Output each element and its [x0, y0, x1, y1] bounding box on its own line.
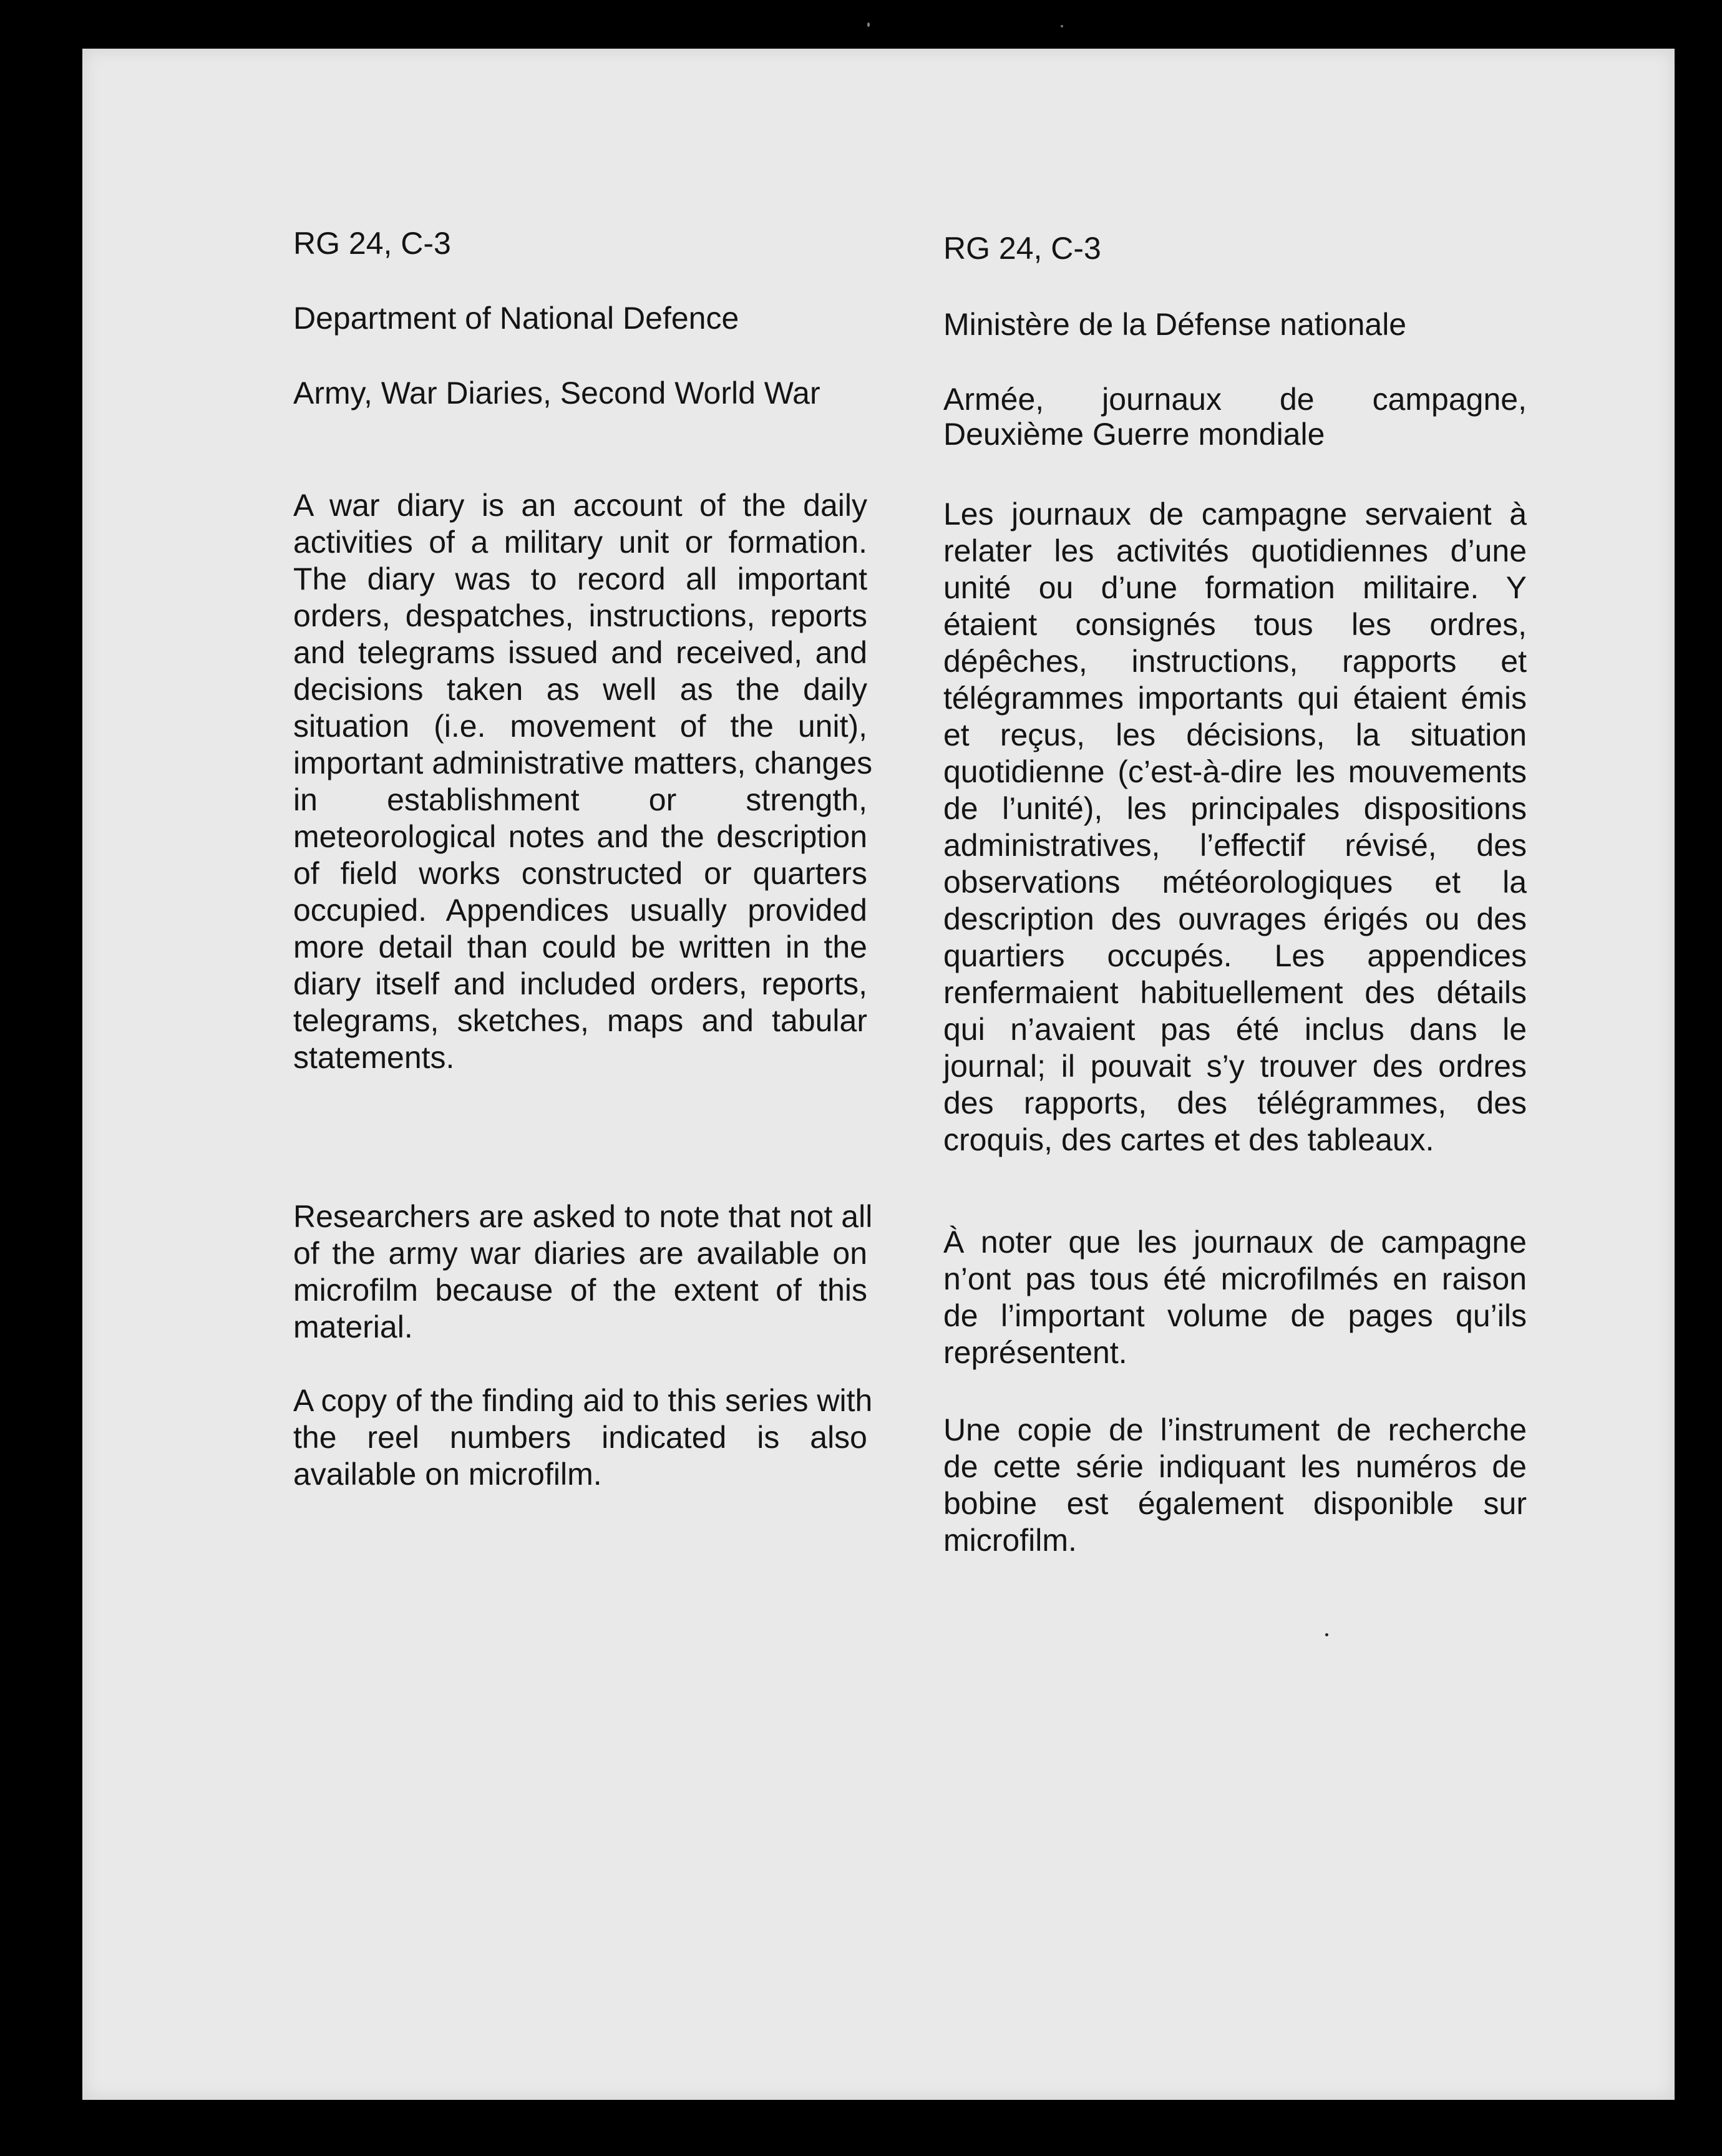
paragraph-line: des rapports, des télégrammes, des: [943, 1085, 1527, 1120]
department-name: Ministère de la Défense nationale: [943, 307, 1407, 342]
paragraph-line: qui n’avaient pas été inclus dans le: [943, 1012, 1527, 1047]
paragraph-line: The diary was to record all important: [293, 561, 867, 596]
paragraph-line: croquis, des cartes et des tableaux.: [943, 1122, 1434, 1157]
paragraph-line: de l’important volume de pages qu’ils: [943, 1298, 1527, 1333]
paragraph-line: administratives, l’effectif révisé, des: [943, 828, 1527, 863]
paragraph-line: A copy of the finding aid to this series with: [293, 1383, 873, 1418]
paragraph-line: de cette série indiquant les numéros de: [943, 1449, 1527, 1484]
paragraph-line: the reel numbers indicated is also: [293, 1420, 867, 1455]
paragraph-line: journal; il pouvait s’y trouver des ordres: [943, 1049, 1527, 1084]
paragraph-line: A war diary is an account of the daily: [293, 488, 867, 523]
paragraph-line: and telegrams issued and received, and: [293, 635, 867, 670]
paragraph-line: orders, despatches, instructions, reports: [293, 598, 867, 633]
department-name: Department of National Defence: [293, 301, 739, 336]
paragraph-line: Les journaux de campagne servaient à: [943, 497, 1527, 532]
paragraph-line: étaient consignés tous les ordres,: [943, 607, 1527, 642]
paragraph-line: material.: [293, 1309, 413, 1344]
paragraph-line: more detail than could be written in the: [293, 930, 867, 964]
paragraph-line: observations météorologiques et la: [943, 865, 1527, 900]
paragraph-line: Une copie de l’instrument de recherche: [943, 1412, 1527, 1447]
paragraph-line: de l’unité), les principales dispositions: [943, 791, 1527, 826]
paragraph-line: renfermaient habituellement des détails: [943, 975, 1527, 1010]
series-title: Deuxième Guerre mondiale: [943, 417, 1325, 452]
series-title: Armée, journaux de campagne,: [943, 382, 1527, 417]
paragraph-line: description des ouvrages érigés ou des: [943, 901, 1527, 936]
paragraph-line: occupied. Appendices usually provided: [293, 893, 867, 928]
paragraph-line: télégrammes importants qui étaient émis: [943, 681, 1527, 716]
speck-mark: [867, 22, 870, 27]
paragraph-line: unité ou d’une formation militaire. Y: [943, 570, 1527, 605]
paragraph-line: diary itself and included orders, reports,: [293, 966, 867, 1001]
speck-mark: [1325, 1633, 1328, 1636]
paragraph-line: représentent.: [943, 1335, 1127, 1370]
speck-mark: [1061, 25, 1063, 27]
paragraph-line: situation (i.e. movement of the unit),: [293, 709, 867, 744]
reference-code: RG 24, C-3: [293, 226, 451, 261]
paragraph-line: microfilm because of the extent of this: [293, 1273, 867, 1308]
paragraph-line: bobine est également disponible sur: [943, 1486, 1527, 1521]
series-title: Army, War Diaries, Second World War: [293, 376, 820, 410]
document-page: [82, 49, 1675, 2100]
paragraph-line: available on microfilm.: [293, 1457, 602, 1492]
paragraph-line: dépêches, instructions, rapports et: [943, 644, 1527, 679]
paragraph-line: quotidienne (c’est-à-dire les mouvements: [943, 754, 1527, 789]
paragraph-line: Researchers are asked to note that not all: [293, 1199, 873, 1234]
paragraph-line: n’ont pas tous été microfilmés en raison: [943, 1261, 1527, 1296]
paragraph-line: decisions taken as well as the daily: [293, 672, 867, 707]
paragraph-line: statements.: [293, 1040, 455, 1075]
reference-code: RG 24, C-3: [943, 231, 1101, 266]
paragraph-line: meteorological notes and the description: [293, 819, 867, 854]
paragraph-line: activities of a military unit or formation.: [293, 525, 867, 560]
paragraph-line: et reçus, les décisions, la situation: [943, 717, 1527, 752]
paragraph-line: relater les activités quotidiennes d’une: [943, 533, 1527, 568]
paragraph-line: important administrative matters, changes: [293, 745, 873, 780]
paragraph-line: of the army war diaries are available on: [293, 1236, 867, 1271]
paragraph-line: quartiers occupés. Les appendices: [943, 938, 1527, 973]
paragraph-line: telegrams, sketches, maps and tabular: [293, 1003, 867, 1038]
paragraph-line: À noter que les journaux de campagne: [943, 1225, 1527, 1260]
paragraph-line: microfilm.: [943, 1523, 1077, 1558]
paragraph-line: of field works constructed or quarters: [293, 856, 867, 891]
paragraph-line: in establishment or strength,: [293, 782, 867, 817]
